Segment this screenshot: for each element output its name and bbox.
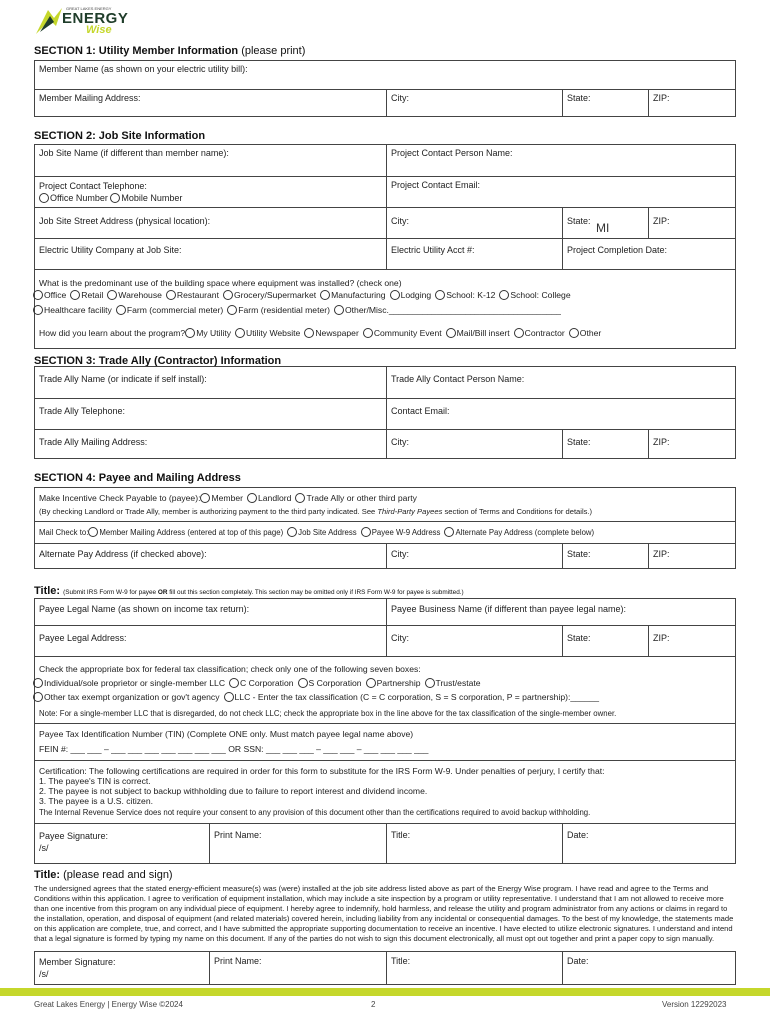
trade-ally-address-label: Trade Ally Mailing Address: — [39, 437, 148, 447]
member-zip-field[interactable] — [648, 90, 735, 116]
building-use-radio[interactable] — [116, 305, 126, 315]
payee-address-row — [35, 625, 735, 656]
utility-company-label: Electric Utility Company at Job Site: — [39, 245, 182, 255]
payee-name-row — [35, 599, 735, 625]
learn-about-option[interactable] — [304, 328, 358, 338]
payable-to-option[interactable] — [295, 493, 417, 503]
section-4-heading: SECTION 4: Payee and Mailing Address — [34, 472, 241, 484]
payee-date-field[interactable] — [562, 824, 735, 863]
building-use-radio[interactable] — [435, 290, 445, 300]
section-2-heading: SECTION 2: Job Site Information — [34, 130, 206, 142]
tax-class-option-label: Partnership — [376, 678, 421, 688]
building-use-radio[interactable] — [70, 290, 80, 300]
learn-about-radio[interactable] — [304, 328, 314, 338]
payee-business-name-field[interactable] — [386, 599, 735, 625]
section-2-title — [34, 130, 205, 142]
building-use-option-label: Retail — [81, 290, 104, 300]
contact-email-label: Project Contact Email: — [391, 180, 481, 190]
payable-to-radio[interactable] — [295, 493, 305, 503]
utility-row — [35, 238, 735, 269]
payee-state-label: State: — [567, 633, 591, 643]
payee-date-label: Date: — [567, 830, 589, 840]
member-name-field[interactable] — [35, 61, 735, 89]
member-address-label: Member Mailing Address: — [39, 93, 141, 103]
building-use-radio[interactable] — [33, 290, 43, 300]
tax-class-radio[interactable] — [33, 692, 43, 702]
job-city-field[interactable] — [386, 208, 562, 238]
learn-about-option-label: Contractor — [524, 328, 565, 338]
contact-person-field[interactable] — [386, 145, 735, 176]
trade-ally-state-field[interactable] — [562, 430, 648, 458]
section-2-box — [34, 144, 736, 349]
street-row — [35, 207, 735, 238]
footer-copyright: Great Lakes Energy | Energy Wise ©2024 — [34, 1000, 183, 1009]
payee-row — [35, 488, 735, 521]
mobile-number-label: Mobile Number — [121, 193, 183, 203]
logo-main-text: ENERGY — [62, 10, 129, 27]
certification-text — [39, 766, 605, 818]
tax-class-question: Check the appropriate box for federal tax classification; check only one of the following seven boxes: — [39, 664, 421, 674]
learn-about-radio[interactable] — [185, 328, 195, 338]
payable-label: Make Incentive Check Payable to (payee): — [39, 493, 201, 503]
utility-acct-label: Electric Utility Acct #: — [391, 245, 475, 255]
payee-signature-field[interactable] — [35, 824, 209, 863]
tax-class-options-2 — [33, 692, 603, 702]
job-site-name-row — [35, 145, 735, 176]
building-use-option[interactable] — [70, 290, 103, 300]
utility-acct-field[interactable] — [386, 239, 562, 269]
section-5-note — [63, 589, 464, 596]
building-use-option[interactable] — [390, 290, 432, 300]
street-field[interactable] — [35, 208, 386, 238]
third-party-payees-ref: Third-Party Payees — [377, 507, 443, 516]
member-signature-label: Member Signature: — [39, 957, 116, 967]
member-date-field[interactable] — [562, 952, 735, 984]
alt-city-label: City: — [391, 549, 409, 559]
payee-signature-mark: /s/ — [39, 843, 49, 853]
payee-title-field[interactable] — [386, 824, 562, 863]
building-use-option-label: Warehouse — [118, 290, 162, 300]
trade-ally-email-label: Contact Email: — [391, 406, 450, 416]
building-use-option-label: Lodging — [400, 290, 432, 300]
tax-class-option[interactable] — [298, 678, 362, 688]
tax-class-option[interactable] — [229, 678, 294, 688]
tax-class-option[interactable] — [425, 678, 481, 688]
section-5-note-1: (Submit IRS Form W-9 for payee — [63, 589, 158, 596]
payable-to-option-label: Trade Ally or other third party — [306, 493, 417, 503]
building-use-radio[interactable] — [227, 305, 237, 315]
building-use-option[interactable] — [320, 290, 385, 300]
trade-ally-name-label: Trade Ally Name (or indicate if self install): — [39, 374, 207, 384]
job-state-field[interactable] — [562, 208, 648, 238]
tax-class-radio[interactable] — [33, 678, 43, 688]
building-use-option[interactable] — [166, 290, 219, 300]
trade-ally-phone-row — [35, 398, 735, 429]
alt-city-field[interactable] — [386, 544, 562, 568]
member-state-field[interactable] — [562, 90, 648, 116]
tax-class-radio[interactable] — [425, 678, 435, 688]
building-use-options-1 — [33, 290, 575, 300]
learn-about-option-label: Other — [579, 328, 602, 338]
trade-ally-name-field[interactable] — [35, 367, 386, 398]
member-city-field[interactable] — [386, 90, 562, 116]
utility-company-field[interactable] — [35, 239, 386, 269]
section-6-heading: Title: — [34, 869, 61, 881]
section-5-title — [34, 585, 464, 597]
page-number: 2 — [371, 1000, 376, 1009]
mail-check-option[interactable] — [88, 528, 283, 537]
office-number-radio[interactable] — [39, 193, 49, 203]
section-1-note: (please print) — [241, 45, 306, 57]
mail-check-options — [39, 527, 598, 537]
trade-ally-city-label: City: — [391, 437, 409, 447]
member-signature-field[interactable] — [35, 952, 209, 984]
mail-check-radio[interactable] — [444, 527, 454, 537]
mail-check-option-label: Member Mailing Address (entered at top of this page) — [99, 528, 284, 537]
payee-print-name-label: Print Name: — [214, 830, 262, 840]
tax-class-radio[interactable] — [366, 678, 376, 688]
building-use-radio[interactable] — [107, 290, 117, 300]
tax-class-options-1 — [33, 678, 485, 688]
mail-check-option-label: Payee W-9 Address — [371, 528, 441, 537]
learn-about-option[interactable] — [569, 328, 602, 338]
learn-about-option-label: Community Event — [373, 328, 442, 338]
trade-ally-contact-label: Trade Ally Contact Person Name: — [391, 374, 525, 384]
payee-signature-row — [35, 823, 735, 863]
trade-ally-address-row — [35, 429, 735, 458]
completion-date-label: Project Completion Date: — [567, 245, 668, 255]
mail-check-radio[interactable] — [88, 527, 98, 537]
member-print-name-label: Print Name: — [214, 956, 262, 966]
payee-legal-name-label: Payee Legal Name (as shown on income tax return): — [39, 604, 250, 614]
trade-ally-phone-label: Trade Ally Telephone: — [39, 406, 126, 416]
member-title-label: Title: — [391, 956, 411, 966]
member-print-name-field[interactable] — [209, 952, 386, 984]
trade-ally-zip-label: ZIP: — [653, 437, 670, 447]
payable-options — [39, 493, 421, 503]
payee-address-label: Payee Legal Address: — [39, 633, 127, 643]
alt-address-row — [35, 543, 735, 568]
learn-about-option[interactable] — [185, 328, 231, 338]
logo-sub-text: Wise — [86, 24, 112, 36]
mail-check-label: Mail Check to: — [39, 528, 89, 537]
trade-ally-address-field[interactable] — [35, 430, 386, 458]
section-4-box — [34, 487, 736, 569]
learn-about-option-label: Newspaper — [315, 328, 359, 338]
alt-zip-field[interactable] — [648, 544, 735, 568]
payee-city-field[interactable] — [386, 626, 562, 656]
footer-version: Version 12292023 — [662, 1000, 727, 1009]
mail-check-option-label: Alternate Pay Address (complete below) — [455, 528, 595, 537]
cert-line-4: 3. The payee is a U.S. citizen. — [39, 796, 154, 806]
building-use-option[interactable] — [116, 305, 223, 315]
learn-about-option[interactable] — [363, 328, 442, 338]
building-use-option[interactable] — [227, 305, 330, 315]
learn-about-option-label: Utility Website — [246, 328, 301, 338]
payee-print-name-field[interactable] — [209, 824, 386, 863]
payable-to-radio[interactable] — [247, 493, 257, 503]
job-state-label: State: — [567, 216, 591, 226]
section-6-note: (please read and sign) — [63, 869, 173, 881]
building-use-radio[interactable] — [390, 290, 400, 300]
third-party-note-2: section of Terms and Conditions for details.) — [442, 507, 593, 516]
section-3-box — [34, 366, 736, 459]
building-use-radio[interactable] — [320, 290, 330, 300]
mail-check-radio[interactable] — [361, 527, 371, 537]
job-site-name-field[interactable] — [35, 145, 386, 176]
third-party-note-1: (By checking Landlord or Trade Ally, member is authorizing payment to the third party indicated. See — [39, 507, 378, 516]
section-5-box — [34, 598, 736, 864]
building-use-option[interactable] — [334, 305, 561, 315]
building-use-option[interactable] — [223, 290, 316, 300]
building-use-option[interactable] — [33, 305, 112, 315]
member-address-row — [35, 89, 735, 116]
payee-city-label: City: — [391, 633, 409, 643]
building-use-option-label: Restaurant — [176, 290, 219, 300]
payee-legal-name-field[interactable] — [35, 599, 386, 625]
footer-bar — [0, 988, 770, 996]
alt-zip-label: ZIP: — [653, 549, 670, 559]
alt-state-label: State: — [567, 549, 591, 559]
learn-about-radio[interactable] — [363, 328, 373, 338]
section-6-title — [34, 869, 173, 881]
learn-about-option[interactable] — [235, 328, 300, 338]
member-name-row — [35, 61, 735, 89]
section-6-box — [34, 951, 736, 985]
payee-zip-field[interactable] — [648, 626, 735, 656]
payee-address-field[interactable] — [35, 626, 386, 656]
cert-line-2: 1. The payee's TIN is correct. — [39, 776, 151, 786]
member-date-label: Date: — [567, 956, 589, 966]
building-use-option-label: Farm (commercial meter) — [126, 305, 224, 315]
section-4-title — [34, 472, 241, 484]
alt-address-label: Alternate Pay Address (if checked above): — [39, 549, 207, 559]
member-city-label: City: — [391, 93, 409, 103]
trade-ally-name-row — [35, 367, 735, 398]
payee-state-field[interactable] — [562, 626, 648, 656]
learn-about-radio[interactable] — [446, 328, 456, 338]
third-party-note — [39, 507, 592, 516]
section-5-heading: Title: — [34, 585, 61, 597]
building-use-option-label: Other/Misc.____________________________________ — [344, 305, 561, 315]
payable-to-option[interactable] — [247, 493, 291, 503]
learn-about-options — [39, 328, 605, 338]
tax-class-option[interactable] — [224, 692, 600, 702]
building-use-option-label: Farm (residential meter) — [238, 305, 330, 315]
job-zip-field[interactable] — [648, 208, 735, 238]
tax-class-option-label: LLC - Enter the tax classification (C = C corporation, S = S corporation, P = partnership):______ — [234, 692, 600, 702]
cert-line-3: 2. The payee is not subject to backup withholding due to failure to report interest and dividend income. — [39, 786, 428, 796]
building-use-radio[interactable] — [166, 290, 176, 300]
building-use-options-2 — [33, 305, 565, 315]
section-1-title — [34, 45, 305, 57]
trade-ally-state-label: State: — [567, 437, 591, 447]
job-site-name-label: Job Site Name (if different than member name): — [39, 148, 229, 158]
tax-class-option-label: S Corporation — [308, 678, 362, 688]
learn-about-option-label: My Utility — [196, 328, 232, 338]
cert-line-1: Certification: The following certifications are required in order for this form to substitute for the IRS Form W-9. Under penalties of perjury, I certify that: — [39, 766, 605, 776]
agreement-paragraph: The undersigned agrees that the stated energy-efficient measure(s) was (were) installed at the job site address listed above as part of the Energy Wise program. I have read and agree to the Terms and Conditions within this application. I agree to verification of equipment installation, which may include a site inspection by a program or utility representative. I understand that I am not allowed to receive more than one incentive from this program on any individual piece of equipment. I hereby agree to indemnify, hold harmless, and release the utility and program administrator from any actions or claims in regard to the installation, operation, and disposal of equipment (and related materials) covered herein, including liability from any incidental or consequential damages. To the best of my knowledge, the statements made on this application are complete, true, and correct, and I have submitted the appropriate supporting documentation to receive an incentive. I have elected to utilize electronic signatures. I understand and intend that a legal signature is formed by typing my name on this document. If any of the parties do not wish to sign this document electronically, all must opt out together and print a paper copy to sign manually. — [34, 884, 734, 943]
tin-row — [35, 723, 735, 760]
member-signature-row — [35, 952, 735, 984]
tax-class-radio[interactable] — [298, 678, 308, 688]
section-3-heading: SECTION 3: Trade Ally (Contractor) Information — [34, 355, 282, 367]
building-use-option[interactable] — [499, 290, 570, 300]
member-state-label: State: — [567, 93, 591, 103]
section-5-note-2: fill out this section completely. This section may be omitted only if IRS Form W-9 for payee is submitted.) — [167, 589, 464, 596]
learn-about-radio[interactable] — [569, 328, 579, 338]
tax-class-radio[interactable] — [224, 692, 234, 702]
contact-phone-label: Project Contact Telephone: — [39, 181, 147, 191]
payable-to-radio[interactable] — [200, 493, 210, 503]
member-zip-label: ZIP: — [653, 93, 670, 103]
tax-class-radio[interactable] — [229, 678, 239, 688]
section-1-box — [34, 60, 736, 117]
job-state-value: MI — [596, 221, 610, 235]
job-city-label: City: — [391, 216, 409, 226]
mobile-number-radio[interactable] — [110, 193, 120, 203]
trade-ally-city-field[interactable] — [386, 430, 562, 458]
learn-about-option-label: Mail/Bill insert — [456, 328, 510, 338]
alt-address-field[interactable] — [35, 544, 386, 568]
logo-top-text: GREAT LAKES ENERGY — [66, 6, 112, 11]
section-5-note-or: OR — [157, 589, 168, 596]
learn-about-question: How did you learn about the program? — [39, 328, 186, 338]
tin-label: Payee Tax Identification Number (TIN) (Complete ONE only. Must match payee legal name above) — [39, 729, 414, 739]
mail-check-option[interactable] — [287, 528, 357, 537]
learn-about-radio[interactable] — [235, 328, 245, 338]
learn-about-option[interactable] — [514, 328, 565, 338]
building-use-radio[interactable] — [33, 305, 43, 315]
building-use-option[interactable] — [107, 290, 162, 300]
building-use-option-label: School: College — [510, 290, 571, 300]
learn-about-option[interactable] — [446, 328, 510, 338]
building-use-option-label: Grocery/Supermarket — [233, 290, 317, 300]
tin-entry-field[interactable]: FEIN #: ___ ___ – ___ ___ ___ ___ ___ ___ ___ OR SSN: ___ ___ ___ – ___ ___ – ___ ___ ___ ___ — [39, 744, 429, 754]
member-address-field[interactable] — [35, 90, 386, 116]
job-zip-label: ZIP: — [653, 216, 670, 226]
building-use-option-label: Manufacturing — [331, 290, 386, 300]
trade-ally-email-field[interactable] — [386, 399, 735, 429]
member-title-field[interactable] — [386, 952, 562, 984]
building-use-radio[interactable] — [334, 305, 344, 315]
building-use-option[interactable] — [435, 290, 495, 300]
completion-date-field[interactable] — [562, 239, 735, 269]
building-use-radio[interactable] — [499, 290, 509, 300]
building-use-option-label: School: K-12 — [446, 290, 496, 300]
payee-business-name-label: Payee Business Name (if different than payee legal name): — [391, 604, 626, 614]
learn-about-radio[interactable] — [514, 328, 524, 338]
certification-row — [35, 760, 735, 823]
tax-class-option-label: Individual/sole proprietor or single-member LLC — [44, 678, 226, 688]
payable-to-option-label: Landlord — [258, 493, 292, 503]
mail-check-option-label: Job Site Address — [298, 528, 357, 537]
building-use-question: What is the predominant use of the building space where equipment was installed? (check one) — [39, 278, 402, 288]
tax-class-note: Note: For a single-member LLC that is disregarded, do not check LLC; check the appropriate box in the line above for the tax classification of the single-member owner. — [39, 709, 617, 718]
mail-check-row — [35, 521, 735, 543]
contact-email-field[interactable] — [386, 177, 735, 207]
energy-wise-logo — [34, 4, 144, 38]
tax-class-option[interactable] — [33, 678, 225, 688]
contact-person-label: Project Contact Person Name: — [391, 148, 513, 158]
contact-phone-row — [35, 176, 735, 207]
mail-check-option[interactable] — [361, 528, 441, 537]
building-use-option-label: Healthcare facility — [44, 305, 112, 315]
building-use-option[interactable] — [33, 290, 66, 300]
trade-ally-contact-field[interactable] — [386, 367, 735, 398]
trade-ally-zip-field[interactable] — [648, 430, 735, 458]
office-number-label: Office Number — [50, 193, 108, 203]
payable-to-option[interactable] — [200, 493, 243, 503]
tax-class-option-label: C Corporation — [240, 678, 294, 688]
payable-to-option-label: Member — [211, 493, 243, 503]
section-1-heading: SECTION 1: Utility Member Information — [34, 45, 239, 57]
cert-line-5: The Internal Revenue Service does not require your consent to any provision of this document other than the certifications required to avoid backup withholding. — [39, 808, 591, 817]
tax-class-option-label: Trust/estate — [435, 678, 481, 688]
mail-check-option[interactable] — [444, 528, 594, 537]
building-use-radio[interactable] — [223, 290, 233, 300]
building-use-option-label: Office — [44, 290, 67, 300]
member-signature-mark: /s/ — [39, 969, 49, 979]
payee-title-label: Title: — [391, 830, 411, 840]
building-use-row — [35, 269, 735, 348]
trade-ally-phone-field[interactable] — [35, 399, 386, 429]
tax-class-option[interactable] — [33, 692, 220, 702]
mail-check-radio[interactable] — [287, 527, 297, 537]
tax-class-option[interactable] — [366, 678, 421, 688]
tax-class-row — [35, 656, 735, 723]
alt-state-field[interactable] — [562, 544, 648, 568]
tax-class-option-label: Other tax exempt organization or gov't agency — [44, 692, 220, 702]
contact-phone-field[interactable] — [35, 177, 386, 207]
street-label: Job Site Street Address (physical location): — [39, 216, 211, 226]
payee-zip-label: ZIP: — [653, 633, 670, 643]
payee-signature-label: Payee Signature: — [39, 831, 109, 841]
member-name-label: Member Name (as shown on your electric utility bill): — [39, 64, 248, 74]
